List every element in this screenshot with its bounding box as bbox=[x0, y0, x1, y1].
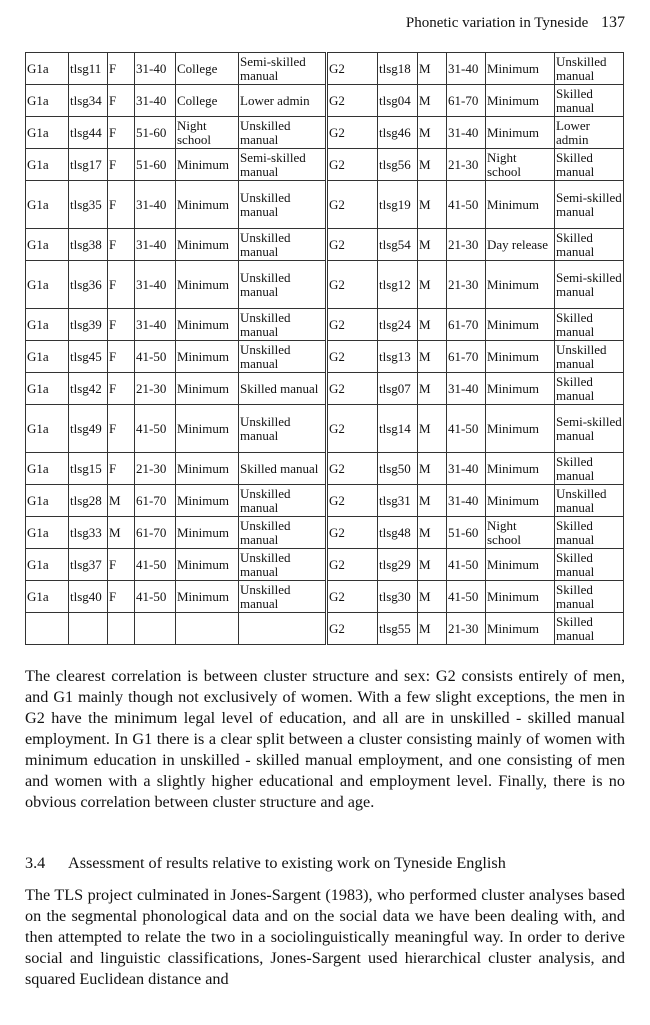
table-cell: G1a bbox=[26, 53, 69, 85]
table-cell bbox=[239, 613, 327, 645]
table-cell: Semi-skilled manual bbox=[555, 405, 624, 453]
table-cell: Minimum bbox=[176, 581, 239, 613]
table-cell: F bbox=[108, 549, 135, 581]
table-cell: Minimum bbox=[486, 581, 555, 613]
table-cell: Skilled manual bbox=[555, 453, 624, 485]
table-cell: F bbox=[108, 181, 135, 229]
table-cell: G2 bbox=[327, 549, 378, 581]
table-cell: 41-50 bbox=[447, 581, 486, 613]
table-cell: Minimum bbox=[486, 549, 555, 581]
table-cell: 31-40 bbox=[447, 485, 486, 517]
table-cell: tlsg18 bbox=[378, 53, 418, 85]
table-cell: 31-40 bbox=[447, 117, 486, 149]
table-cell: M bbox=[418, 229, 447, 261]
table-cell: M bbox=[418, 85, 447, 117]
table-row bbox=[26, 581, 624, 613]
table-cell: Day release bbox=[486, 229, 555, 261]
table-cell: Minimum bbox=[176, 229, 239, 261]
table-cell: 31-40 bbox=[135, 229, 176, 261]
table-cell: Minimum bbox=[486, 53, 555, 85]
table-cell: 61-70 bbox=[135, 485, 176, 517]
table-cell: 41-50 bbox=[135, 405, 176, 453]
table-cell: F bbox=[108, 229, 135, 261]
table-cell: Unskilled manual bbox=[239, 405, 327, 453]
table-cell: G1a bbox=[26, 181, 69, 229]
table-cell: Unskilled manual bbox=[239, 117, 327, 149]
table-cell: 31-40 bbox=[447, 373, 486, 405]
table-cell: Minimum bbox=[486, 261, 555, 309]
table-cell: Minimum bbox=[486, 85, 555, 117]
table-cell: Minimum bbox=[176, 373, 239, 405]
table-cell: tlsg29 bbox=[378, 549, 418, 581]
table-cell: G1a bbox=[26, 149, 69, 181]
table-cell: tlsg50 bbox=[378, 453, 418, 485]
table-cell: tlsg40 bbox=[69, 581, 108, 613]
table-cell: G1a bbox=[26, 309, 69, 341]
table-row bbox=[26, 485, 624, 517]
table-cell: Skilled manual bbox=[555, 149, 624, 181]
table-row bbox=[26, 549, 624, 581]
table-cell: M bbox=[418, 613, 447, 645]
table-cell: Lower admin bbox=[555, 117, 624, 149]
table-cell: tlsg12 bbox=[378, 261, 418, 309]
table-cell: M bbox=[418, 149, 447, 181]
table-cell: G2 bbox=[327, 309, 378, 341]
table-cell: 41-50 bbox=[135, 581, 176, 613]
table-cell: Minimum bbox=[176, 309, 239, 341]
table-cell: Unskilled manual bbox=[555, 485, 624, 517]
table-cell: G2 bbox=[327, 517, 378, 549]
table-row bbox=[26, 613, 624, 645]
speaker-table bbox=[25, 52, 623, 645]
table-cell: tlsg48 bbox=[378, 517, 418, 549]
table-cell: Semi-skilled manual bbox=[239, 53, 327, 85]
table-cell: Minimum bbox=[176, 453, 239, 485]
table-cell: Skilled manual bbox=[555, 549, 624, 581]
table-cell: G1a bbox=[26, 405, 69, 453]
table-cell: Night school bbox=[486, 149, 555, 181]
table-cell: Minimum bbox=[486, 309, 555, 341]
table-cell: Minimum bbox=[176, 517, 239, 549]
table-cell: Minimum bbox=[486, 117, 555, 149]
table-cell: M bbox=[108, 485, 135, 517]
table-cell: 51-60 bbox=[135, 117, 176, 149]
table-cell: Semi-skilled manual bbox=[555, 181, 624, 229]
table-cell: tlsg34 bbox=[69, 85, 108, 117]
table-cell: F bbox=[108, 117, 135, 149]
table-cell: Night school bbox=[486, 517, 555, 549]
table-cell: Minimum bbox=[176, 341, 239, 373]
table-cell: Unskilled manual bbox=[239, 309, 327, 341]
table-cell: Minimum bbox=[176, 549, 239, 581]
running-title: Phonetic variation in Tyneside bbox=[405, 15, 589, 31]
table-cell: F bbox=[108, 373, 135, 405]
table-cell: 41-50 bbox=[135, 549, 176, 581]
table-cell: Minimum bbox=[176, 149, 239, 181]
table-cell: G1a bbox=[26, 85, 69, 117]
table-cell: Skilled manual bbox=[555, 613, 624, 645]
table-cell: tlsg19 bbox=[378, 181, 418, 229]
table-cell: F bbox=[108, 405, 135, 453]
table-cell: tlsg39 bbox=[69, 309, 108, 341]
table-cell: 61-70 bbox=[447, 341, 486, 373]
table-row bbox=[26, 229, 624, 261]
table-cell: M bbox=[418, 117, 447, 149]
table-row bbox=[26, 453, 624, 485]
table-cell: Skilled manual bbox=[555, 517, 624, 549]
table-cell: tlsg13 bbox=[378, 341, 418, 373]
table-cell: 41-50 bbox=[135, 341, 176, 373]
table-cell: G2 bbox=[327, 53, 378, 85]
table-cell: F bbox=[108, 261, 135, 309]
table-cell: G2 bbox=[327, 85, 378, 117]
table-cell: G2 bbox=[327, 453, 378, 485]
table-cell: tlsg33 bbox=[69, 517, 108, 549]
paragraph-cluster-correlation: The clearest correlation is between cluster structure and sex: G2 consists entirely of men, and G1 mainly though not exclusively of women. With a few slight exceptions, the men in G2 have the minimum legal level of education, and all are in unskilled - skilled manual employment. In G1 there is a clear split between a cluster consisting mainly of women with minimum education in unskilled - skilled manual employment, and one consisting of men and women with a slightly higher educational and employment level. Finally, there is no obvious correlation between cluster structure and age. bbox=[25, 667, 625, 811]
table-cell: G2 bbox=[327, 485, 378, 517]
table-cell: 31-40 bbox=[135, 53, 176, 85]
table-cell: Minimum bbox=[486, 181, 555, 229]
table-cell: tlsg55 bbox=[378, 613, 418, 645]
table-cell: Unskilled manual bbox=[239, 485, 327, 517]
section-heading bbox=[25, 854, 506, 873]
table-row bbox=[26, 181, 624, 229]
table-cell: Minimum bbox=[486, 373, 555, 405]
table-cell: 21-30 bbox=[447, 229, 486, 261]
table-cell bbox=[69, 613, 108, 645]
table-cell: Skilled manual bbox=[239, 453, 327, 485]
table-cell bbox=[176, 613, 239, 645]
table-row bbox=[26, 117, 624, 149]
table-cell: 21-30 bbox=[447, 613, 486, 645]
table-cell: 21-30 bbox=[447, 149, 486, 181]
table-cell: Minimum bbox=[176, 261, 239, 309]
table-cell bbox=[26, 613, 69, 645]
table-cell: Unskilled manual bbox=[239, 261, 327, 309]
table-cell: G1a bbox=[26, 373, 69, 405]
table-cell: tlsg24 bbox=[378, 309, 418, 341]
table-cell: tlsg28 bbox=[69, 485, 108, 517]
table-cell: Minimum bbox=[176, 485, 239, 517]
table-cell: Skilled manual bbox=[555, 229, 624, 261]
table-cell: 51-60 bbox=[135, 149, 176, 181]
table-cell: tlsg44 bbox=[69, 117, 108, 149]
table-cell: 41-50 bbox=[447, 549, 486, 581]
table-cell: G1a bbox=[26, 453, 69, 485]
table-cell: M bbox=[418, 309, 447, 341]
table-row bbox=[26, 261, 624, 309]
table-row bbox=[26, 373, 624, 405]
table-cell: 41-50 bbox=[447, 405, 486, 453]
table-cell: College bbox=[176, 85, 239, 117]
table-cell: tlsg30 bbox=[378, 581, 418, 613]
table-cell: tlsg37 bbox=[69, 549, 108, 581]
running-head bbox=[406, 14, 625, 32]
table-cell: Minimum bbox=[486, 485, 555, 517]
table-cell: G1a bbox=[26, 517, 69, 549]
table-cell: M bbox=[418, 405, 447, 453]
table-row bbox=[26, 309, 624, 341]
table-cell: G2 bbox=[327, 149, 378, 181]
table-cell: 21-30 bbox=[447, 261, 486, 309]
table-cell: Skilled manual bbox=[555, 581, 624, 613]
table-cell: Unskilled manual bbox=[239, 181, 327, 229]
table-cell: Unskilled manual bbox=[239, 517, 327, 549]
table-cell: G1a bbox=[26, 341, 69, 373]
table-body bbox=[26, 53, 624, 645]
table-cell: M bbox=[418, 341, 447, 373]
table-cell: Semi-skilled manual bbox=[555, 261, 624, 309]
table-cell: 61-70 bbox=[135, 517, 176, 549]
table-cell: G2 bbox=[327, 117, 378, 149]
table-cell: Skilled manual bbox=[239, 373, 327, 405]
table-cell: 21-30 bbox=[135, 453, 176, 485]
table-cell: Unskilled manual bbox=[555, 53, 624, 85]
table-cell: F bbox=[108, 341, 135, 373]
table-cell: G2 bbox=[327, 181, 378, 229]
table-row bbox=[26, 85, 624, 117]
table-cell: F bbox=[108, 581, 135, 613]
table-cell: G2 bbox=[327, 613, 378, 645]
table-cell: M bbox=[418, 453, 447, 485]
table-cell: M bbox=[108, 517, 135, 549]
table-cell: Minimum bbox=[176, 405, 239, 453]
table-cell bbox=[108, 613, 135, 645]
table-row bbox=[26, 53, 624, 85]
table-row bbox=[26, 517, 624, 549]
paragraph-tls-project: The TLS project culminated in Jones-Sargent (1983), who performed cluster analyses based on the segmental phonological data and on the social data we have been dealing with, and then attempted to relate the two in a sociolinguistically meaningful way. In order to derive social and linguistic classifications, Jones-Sargent used hierarchical cluster analysis, and squared Euclidean distance and bbox=[25, 886, 625, 988]
table-cell: tlsg42 bbox=[69, 373, 108, 405]
table-cell: F bbox=[108, 149, 135, 181]
table-cell: Unskilled manual bbox=[239, 549, 327, 581]
table-cell: M bbox=[418, 261, 447, 309]
table-cell bbox=[135, 613, 176, 645]
table-cell: M bbox=[418, 549, 447, 581]
table-cell: F bbox=[108, 85, 135, 117]
table-cell: tlsg36 bbox=[69, 261, 108, 309]
table-cell: G2 bbox=[327, 373, 378, 405]
table-cell: G1a bbox=[26, 549, 69, 581]
table-row bbox=[26, 341, 624, 373]
table-cell: tlsg04 bbox=[378, 85, 418, 117]
table-cell: Skilled manual bbox=[555, 373, 624, 405]
table-cell: 31-40 bbox=[135, 309, 176, 341]
table-cell: tlsg45 bbox=[69, 341, 108, 373]
table-cell: tlsg46 bbox=[378, 117, 418, 149]
table-cell: tlsg38 bbox=[69, 229, 108, 261]
table-cell: G1a bbox=[26, 485, 69, 517]
table-cell: 31-40 bbox=[135, 261, 176, 309]
table-row bbox=[26, 149, 624, 181]
table-cell: 51-60 bbox=[447, 517, 486, 549]
table-cell: M bbox=[418, 53, 447, 85]
table-cell: tlsg15 bbox=[69, 453, 108, 485]
table-cell: M bbox=[418, 485, 447, 517]
table-cell: G2 bbox=[327, 229, 378, 261]
table-cell: Night school bbox=[176, 117, 239, 149]
table-cell: Unskilled manual bbox=[555, 341, 624, 373]
table-cell: G2 bbox=[327, 341, 378, 373]
table-cell: M bbox=[418, 181, 447, 229]
table-cell: tlsg49 bbox=[69, 405, 108, 453]
table-cell: Unskilled manual bbox=[239, 581, 327, 613]
page-number: 137 bbox=[601, 14, 625, 31]
table-cell: Minimum bbox=[486, 405, 555, 453]
table-cell: Skilled manual bbox=[555, 309, 624, 341]
table-cell: tlsg56 bbox=[378, 149, 418, 181]
table-cell: Minimum bbox=[486, 613, 555, 645]
table-cell: F bbox=[108, 453, 135, 485]
table-cell: G2 bbox=[327, 405, 378, 453]
table-cell: G2 bbox=[327, 261, 378, 309]
table-cell: M bbox=[418, 581, 447, 613]
table-cell: 31-40 bbox=[135, 181, 176, 229]
table-cell: 61-70 bbox=[447, 309, 486, 341]
table-cell: Unskilled manual bbox=[239, 341, 327, 373]
table-cell: tlsg07 bbox=[378, 373, 418, 405]
table-cell: M bbox=[418, 517, 447, 549]
table-cell: G2 bbox=[327, 581, 378, 613]
table-cell: Unskilled manual bbox=[239, 229, 327, 261]
table-cell: G1a bbox=[26, 229, 69, 261]
table-cell: 41-50 bbox=[447, 181, 486, 229]
table-cell: G1a bbox=[26, 117, 69, 149]
table-cell: tlsg17 bbox=[69, 149, 108, 181]
table-cell: tlsg31 bbox=[378, 485, 418, 517]
table-cell: Skilled manual bbox=[555, 85, 624, 117]
table-cell: tlsg11 bbox=[69, 53, 108, 85]
table-cell: F bbox=[108, 53, 135, 85]
table-cell: G1a bbox=[26, 261, 69, 309]
table-cell: Semi-skilled manual bbox=[239, 149, 327, 181]
table-cell: Lower admin bbox=[239, 85, 327, 117]
table-cell: F bbox=[108, 309, 135, 341]
table-cell: Minimum bbox=[176, 181, 239, 229]
section-number: 3.4 bbox=[25, 854, 46, 872]
table-cell: 31-40 bbox=[447, 453, 486, 485]
table-cell: tlsg54 bbox=[378, 229, 418, 261]
table-cell: tlsg14 bbox=[378, 405, 418, 453]
table-cell: 21-30 bbox=[135, 373, 176, 405]
table-cell: 31-40 bbox=[447, 53, 486, 85]
section-title: Assessment of results relative to existing work on Tyneside English bbox=[68, 854, 506, 872]
table-cell: 61-70 bbox=[447, 85, 486, 117]
table-cell: tlsg35 bbox=[69, 181, 108, 229]
table-cell: 31-40 bbox=[135, 85, 176, 117]
table-row bbox=[26, 405, 624, 453]
table-cell: Minimum bbox=[486, 453, 555, 485]
table-cell: College bbox=[176, 53, 239, 85]
table-cell: G1a bbox=[26, 581, 69, 613]
table-cell: M bbox=[418, 373, 447, 405]
table-cell: Minimum bbox=[486, 341, 555, 373]
